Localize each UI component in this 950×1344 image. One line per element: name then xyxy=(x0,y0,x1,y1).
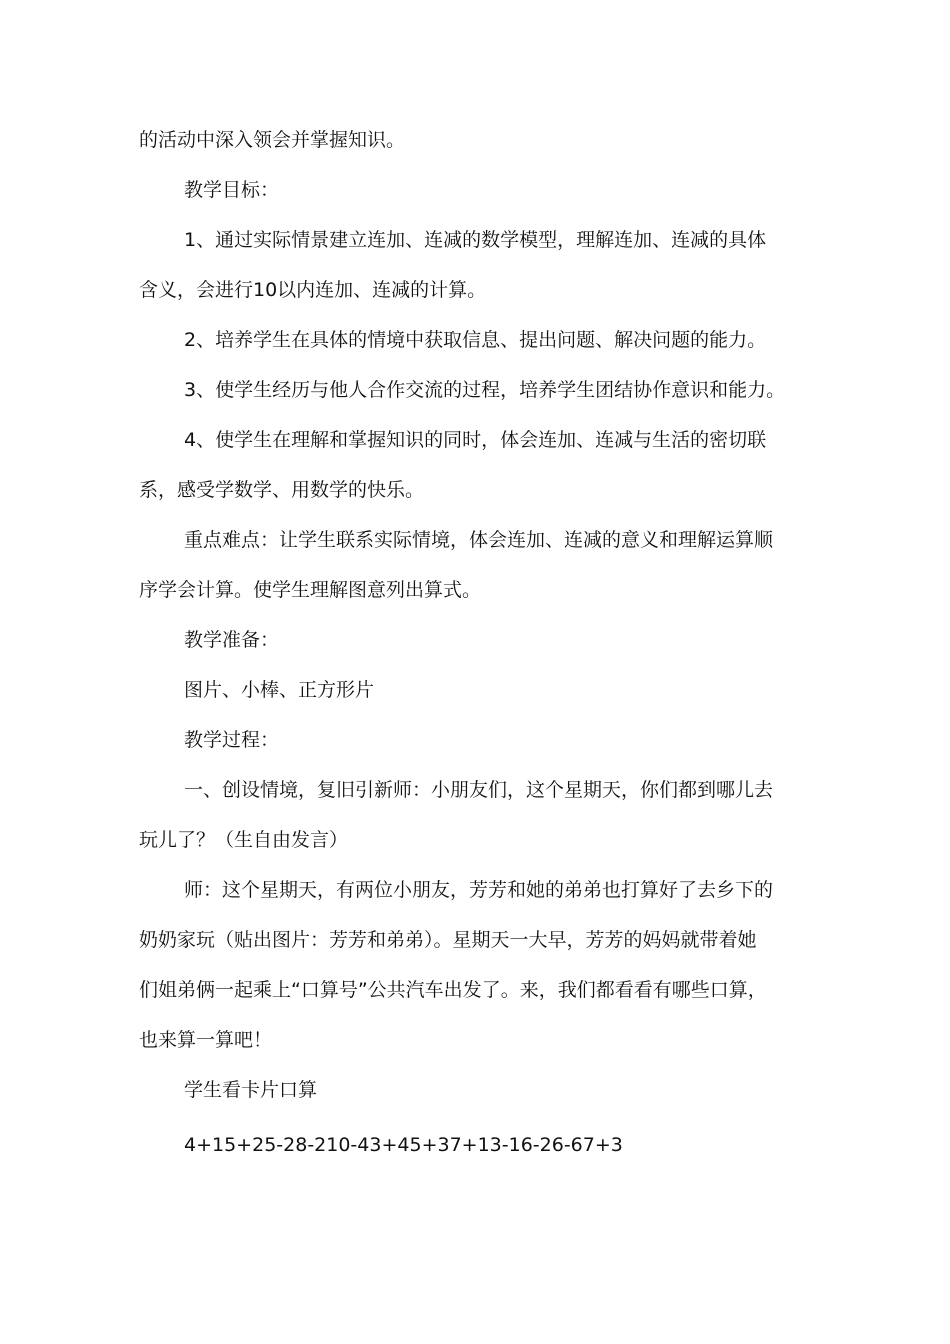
section-heading-objectives: 教学目标： xyxy=(184,179,280,201)
paragraph-line: 的活动中深入领会并掌握知识。 xyxy=(139,129,406,151)
paragraph-line: 奶奶家玩（贴出图片：芳芳和弟弟）。星期天一大早，芳芳的妈妈就带着她 xyxy=(139,929,757,951)
paragraph-line: 含义，会进行10以内连加、连减的计算。 xyxy=(139,279,487,301)
paragraph-line: 们姐弟俩一起乘上“口算号”公共汽车出发了。来，我们都看看有哪些口算， xyxy=(139,979,767,1001)
paragraph-line: 也来算一算吧！ xyxy=(139,1029,273,1051)
paragraph-line: 一、创设情境，复旧引新师：小朋友们，这个星期天，你们都到哪儿去 xyxy=(184,779,774,801)
paragraph-line: 玩儿了？（生自由发言） xyxy=(139,829,349,851)
section-heading-process: 教学过程： xyxy=(184,729,280,751)
paragraph-line: 3、使学生经历与他人合作交流的过程，培养学生团结协作意识和能力。 xyxy=(184,379,786,401)
paragraph-line: 系，感受学数学、用数学的快乐。 xyxy=(139,479,425,501)
paragraph-line: 重点难点：让学生联系实际情境，体会连加、连减的意义和理解运算顺 xyxy=(184,529,774,551)
paragraph-line: 序学会计算。使学生理解图意列出算式。 xyxy=(139,579,482,601)
paragraph-line: 图片、小棒、正方形片 xyxy=(184,679,375,701)
paragraph-line: 学生看卡片口算 xyxy=(184,1079,318,1101)
paragraph-line: 师：这个星期天，有两位小朋友，芳芳和她的弟弟也打算好了去乡下的 xyxy=(184,879,774,901)
section-heading-preparation: 教学准备： xyxy=(184,629,280,651)
paragraph-line: 2、培养学生在具体的情境中获取信息、提出问题、解决问题的能力。 xyxy=(184,329,767,351)
arithmetic-expression: 4+15+25-28-210-43+45+37+13-16-26-67+3 xyxy=(184,1134,623,1156)
paragraph-line: 4、使学生在理解和掌握知识的同时，体会连加、连减与生活的密切联 xyxy=(184,429,767,451)
paragraph-line: 1、通过实际情景建立连加、连减的数学模型，理解连加、连减的具体 xyxy=(184,229,767,251)
